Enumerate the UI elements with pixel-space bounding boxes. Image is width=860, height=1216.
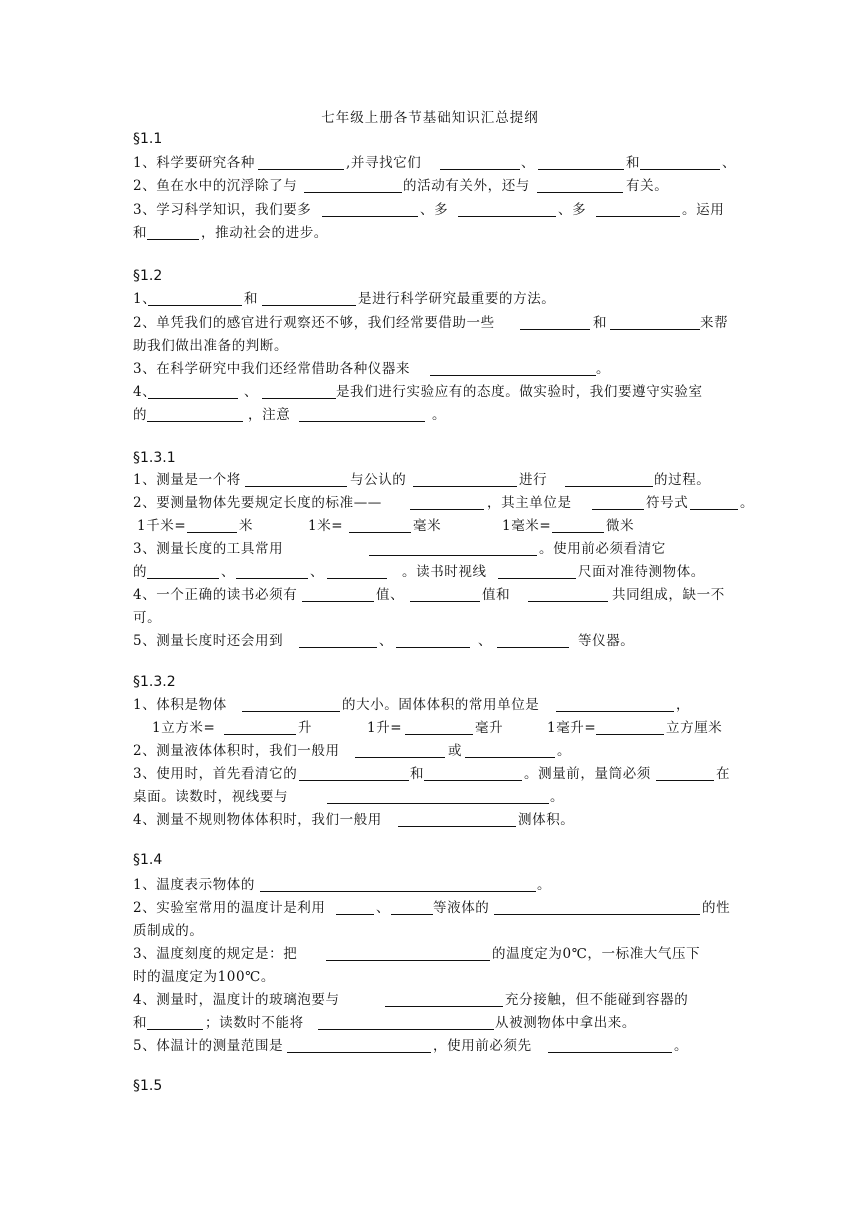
fill-blank[interactable] xyxy=(147,421,243,422)
text-segment: 和 xyxy=(593,315,608,331)
fill-blank[interactable] xyxy=(498,578,576,579)
fill-blank[interactable] xyxy=(355,757,445,758)
text-segment: 毫升 xyxy=(475,720,504,736)
section-heading: §1.3.2 xyxy=(133,674,176,690)
fill-blank[interactable] xyxy=(592,509,644,510)
text-segment: 。 xyxy=(550,789,565,805)
text-segment: 的 xyxy=(133,564,148,580)
text-segment: 和 xyxy=(133,225,148,241)
text-segment: 3、在科学研究中我们还经常借助各种仪器来 xyxy=(133,361,411,377)
text-segment: 、多 xyxy=(558,202,587,218)
text-segment: 、 xyxy=(376,900,391,916)
text-segment: 2、鱼在水中的沉浮除了与 xyxy=(133,178,298,194)
text-segment: 。 xyxy=(740,495,755,511)
fill-blank[interactable] xyxy=(440,169,520,170)
text-segment: 尺面对准待测物体。 xyxy=(578,564,705,580)
text-segment: 毫米 xyxy=(413,518,442,534)
fill-blank[interactable] xyxy=(304,192,402,193)
text-segment: 2、实验室常用的温度计是利用 xyxy=(133,900,326,916)
text-segment: 质制成的。 xyxy=(133,923,204,939)
text-segment: ，注意 xyxy=(248,407,291,423)
fill-blank[interactable] xyxy=(299,647,377,648)
text-segment: 和 xyxy=(410,766,425,782)
text-segment: 、 xyxy=(521,155,536,171)
text-segment: 来帮 xyxy=(700,315,729,331)
text-segment: ，其主单位是 xyxy=(487,495,572,511)
fill-blank[interactable] xyxy=(528,601,608,602)
fill-blank[interactable] xyxy=(497,647,569,648)
text-segment: 。 xyxy=(537,877,552,893)
fill-blank[interactable] xyxy=(548,1052,672,1053)
section-heading: §1.5 xyxy=(133,1078,163,1094)
fill-blank[interactable] xyxy=(413,486,517,487)
fill-blank[interactable] xyxy=(326,960,490,961)
fill-blank[interactable] xyxy=(258,169,344,170)
text-segment: 1升= xyxy=(367,720,403,736)
fill-blank[interactable] xyxy=(465,757,555,758)
text-segment: 的大小。固体体积的常用单位是 xyxy=(342,697,540,713)
text-segment: 1立方米= xyxy=(152,720,216,736)
fill-blank[interactable] xyxy=(148,398,238,399)
text-segment: ，使用前必须先 xyxy=(433,1038,532,1054)
text-segment: 与公认的 xyxy=(350,472,407,488)
fill-blank[interactable] xyxy=(245,486,347,487)
text-segment: 1米= xyxy=(308,518,344,534)
text-segment: 。 xyxy=(674,1038,689,1054)
text-segment: 1、科学要研究各种 xyxy=(133,155,255,171)
fill-blank[interactable] xyxy=(187,532,237,533)
text-segment: 的过程。 xyxy=(654,472,711,488)
fill-blank[interactable] xyxy=(262,398,336,399)
text-segment: 。读书时视线 xyxy=(402,564,487,580)
section-heading: §1.4 xyxy=(133,852,163,868)
text-segment: 1、测量是一个将 xyxy=(133,472,241,488)
section-heading: §1.3.1 xyxy=(133,450,176,466)
text-segment: 从被测物体中拿出来。 xyxy=(495,1015,636,1031)
fill-blank[interactable] xyxy=(410,601,480,602)
section-heading: §1.1 xyxy=(133,131,163,147)
text-segment: 有关。 xyxy=(626,178,669,194)
fill-blank[interactable] xyxy=(327,803,549,804)
fill-blank[interactable] xyxy=(494,914,700,915)
text-segment: 和 xyxy=(626,155,641,171)
fill-blank[interactable] xyxy=(349,532,411,533)
text-segment: 4、测量时，温度计的玻璃泡要与 xyxy=(133,992,340,1008)
fill-blank[interactable] xyxy=(596,216,680,217)
text-segment: 进行 xyxy=(519,472,548,488)
fill-blank[interactable] xyxy=(610,329,700,330)
fill-blank[interactable] xyxy=(302,601,374,602)
text-segment: 、 xyxy=(310,564,325,580)
fill-blank[interactable] xyxy=(299,421,425,422)
text-segment: 充分接触，但不能碰到容器的 xyxy=(505,992,689,1008)
text-segment: 的活动有关外，还与 xyxy=(403,178,530,194)
text-segment: 可。 xyxy=(133,610,162,626)
text-segment: ；读数时不能将 xyxy=(205,1015,304,1031)
text-segment: 。运用 xyxy=(682,202,725,218)
text-segment: 、 xyxy=(722,155,737,171)
fill-blank[interactable] xyxy=(369,555,537,556)
text-segment: 3、温度刻度的规定是：把 xyxy=(133,946,298,962)
text-segment: 2、单凭我们的感官进行观察还不够，我们经常要借助一些 xyxy=(133,315,495,331)
fill-blank[interactable] xyxy=(552,532,604,533)
fill-blank[interactable] xyxy=(147,239,199,240)
text-segment: 5、测量长度时还会用到 xyxy=(133,633,284,649)
fill-blank[interactable] xyxy=(147,1029,203,1030)
text-segment: 2、测量液体体积时，我们一般用 xyxy=(133,743,340,759)
text-segment: 升 xyxy=(298,720,313,736)
fill-blank[interactable] xyxy=(640,169,720,170)
text-segment: 、多 xyxy=(420,202,449,218)
fill-blank[interactable] xyxy=(242,711,340,712)
fill-blank[interactable] xyxy=(458,216,556,217)
text-segment: 在 xyxy=(716,766,731,782)
fill-blank[interactable] xyxy=(520,329,590,330)
page-title: 七年级上册各节基础知识汇总提纲 xyxy=(321,110,539,126)
fill-blank[interactable] xyxy=(322,216,418,217)
fill-blank[interactable] xyxy=(236,578,308,579)
fill-blank[interactable] xyxy=(396,647,470,648)
text-segment: 3、使用时，首先看清它的 xyxy=(133,766,298,782)
text-segment: 微米 xyxy=(606,518,635,534)
text-segment: 桌面。读数时，视线要与 xyxy=(133,789,289,805)
text-segment: 5、体温计的测量范围是 xyxy=(133,1038,284,1054)
text-segment: 时的温度定为100℃。 xyxy=(133,969,275,985)
text-segment: 值和 xyxy=(482,587,511,603)
fill-blank[interactable] xyxy=(391,914,433,915)
fill-blank[interactable] xyxy=(656,780,714,781)
text-segment: 1千米= xyxy=(137,518,187,534)
fill-blank[interactable] xyxy=(556,711,674,712)
fill-blank[interactable] xyxy=(596,734,664,735)
fill-blank[interactable] xyxy=(299,780,409,781)
text-segment: ，推动社会的进步。 xyxy=(201,225,328,241)
fill-blank[interactable] xyxy=(385,1006,503,1007)
fill-blank[interactable] xyxy=(336,914,374,915)
text-segment: 立方厘米 xyxy=(666,720,723,736)
fill-blank[interactable] xyxy=(318,1029,494,1030)
text-segment: 3、学习科学知识，我们要多 xyxy=(133,202,312,218)
section-heading: §1.2 xyxy=(133,268,163,284)
text-segment: 等液体的 xyxy=(433,900,490,916)
fill-blank[interactable] xyxy=(287,1052,431,1053)
text-segment: 。 xyxy=(596,361,611,377)
fill-blank[interactable] xyxy=(327,578,387,579)
fill-blank[interactable] xyxy=(260,891,536,892)
text-segment: 、 xyxy=(244,384,259,400)
text-segment: ,并寻找它们 xyxy=(346,155,422,171)
text-segment: 共同组成，缺一不 xyxy=(612,587,725,603)
text-segment: 和 xyxy=(133,1015,148,1031)
text-segment: 、 xyxy=(221,564,236,580)
text-segment: 1、体积是物体 xyxy=(133,697,227,713)
text-segment: 1、温度表示物体的 xyxy=(133,877,255,893)
text-segment: 的温度定为0℃，一标准大气压下 xyxy=(492,946,701,962)
fill-blank[interactable] xyxy=(147,578,219,579)
fill-blank[interactable] xyxy=(405,734,473,735)
text-segment: 等仪器。 xyxy=(578,633,635,649)
text-segment: 的性 xyxy=(702,900,731,916)
text-segment: 。使用前必须看清它 xyxy=(539,541,666,557)
text-segment: 。 xyxy=(432,407,447,423)
text-segment: 。测量前，量筒必须 xyxy=(524,766,651,782)
text-segment: 4、 xyxy=(133,384,157,400)
fill-blank[interactable] xyxy=(398,826,516,827)
fill-blank[interactable] xyxy=(410,509,484,510)
text-segment: ， xyxy=(676,697,691,713)
text-segment: 测体积。 xyxy=(518,812,575,828)
fill-blank[interactable] xyxy=(262,305,356,306)
text-segment: 、 xyxy=(379,633,394,649)
text-segment: 2、要测量物体先要规定长度的标准—— xyxy=(133,495,382,511)
fill-blank[interactable] xyxy=(538,169,624,170)
fill-blank[interactable] xyxy=(690,509,738,510)
text-segment: 符号式 xyxy=(646,495,689,511)
fill-blank[interactable] xyxy=(424,780,522,781)
fill-blank[interactable] xyxy=(565,486,653,487)
text-segment: 、 xyxy=(478,633,493,649)
text-segment: 4、一个正确的读书必须有 xyxy=(133,587,298,603)
fill-blank[interactable] xyxy=(430,375,596,376)
text-segment: 米 xyxy=(239,518,254,534)
text-segment: 的 xyxy=(133,407,148,423)
fill-blank[interactable] xyxy=(537,192,623,193)
text-segment: 和 xyxy=(244,291,259,307)
text-segment: 3、测量长度的工具常用 xyxy=(133,541,284,557)
fill-blank[interactable] xyxy=(224,734,296,735)
fill-blank[interactable] xyxy=(148,305,242,306)
text-segment: 或 xyxy=(448,743,463,759)
text-segment: 助我们做出准备的判断。 xyxy=(133,338,289,354)
text-segment: 1毫米= xyxy=(502,518,552,534)
text-segment: 1、 xyxy=(133,291,157,307)
text-segment: 。 xyxy=(557,743,572,759)
text-segment: 是我们进行实验应有的态度。做实验时，我们要遵守实验室 xyxy=(336,384,703,400)
text-segment: 4、测量不规则物体体积时，我们一般用 xyxy=(133,812,382,828)
text-segment: 是进行科学研究最重要的方法。 xyxy=(358,291,556,307)
text-segment: 1毫升= xyxy=(547,720,597,736)
text-segment: 值、 xyxy=(376,587,405,603)
